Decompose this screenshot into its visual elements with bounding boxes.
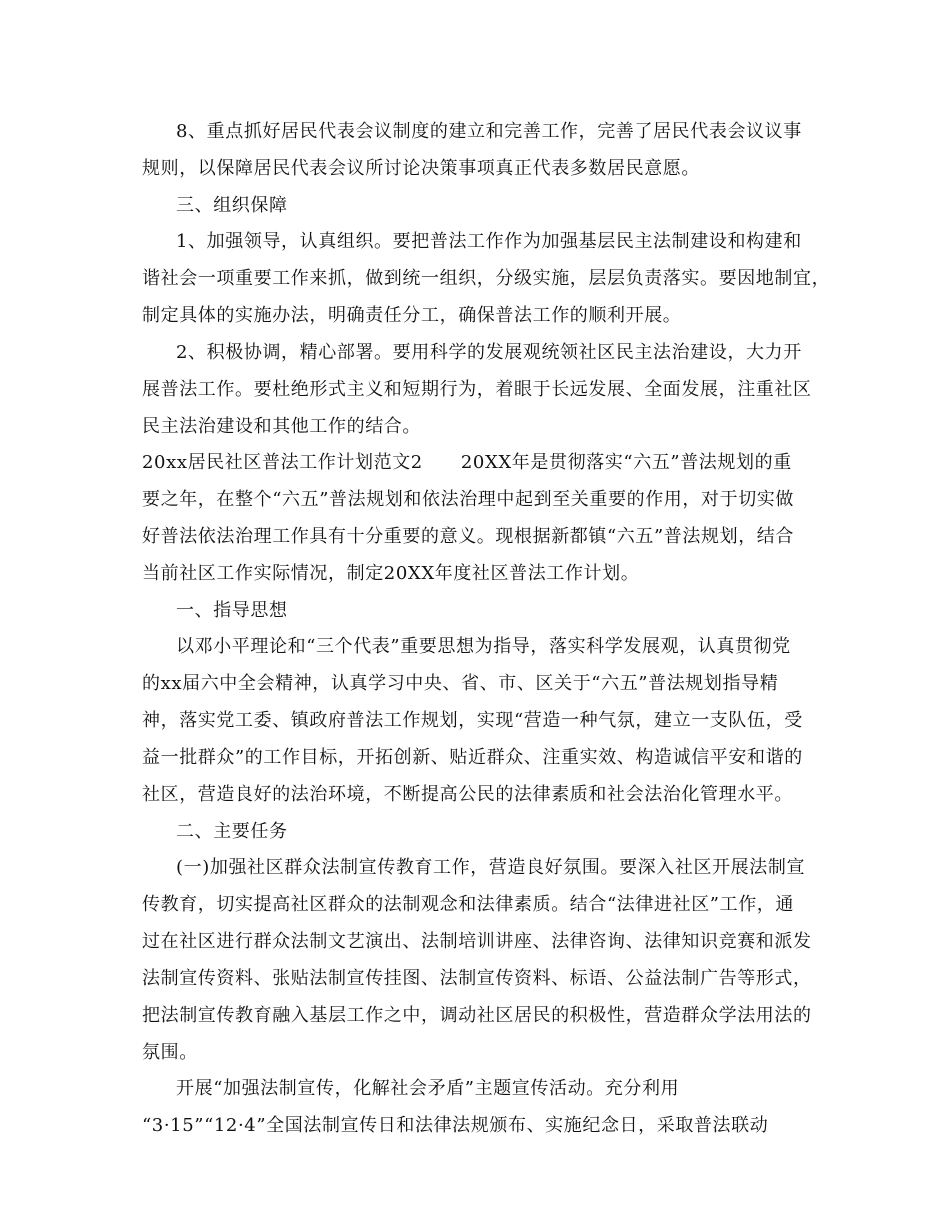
paragraph-line: 把法制宣传教育融入基层工作之中，调动社区居民的积极性，营造群众学法用法的 <box>142 1005 812 1026</box>
paragraph-line: 好普法依法治理工作具有十分重要的意义。现根据新都镇“六五”普法规划，结合 <box>142 526 795 547</box>
paragraph-line: 2、积极协调，精心部署。要用科学的发展观统领社区民主法治建设，大力开 <box>176 342 802 363</box>
paragraph-line: 以邓小平理论和“三个代表”重要思想为指导，落实科学发展观，认真贯彻党 <box>176 636 791 657</box>
paragraph-line: 展普法工作。要杜绝形式主义和短期行为，着眼于长远发展、全面发展，注重社区 <box>142 379 812 400</box>
paragraph-line: 8、重点抓好居民代表会议制度的建立和完善工作，完善了居民代表会议议事 <box>176 121 802 142</box>
paragraph-line: 谐社会一项重要工作来抓，做到统一组织，分级实施，层层负责落实。要因地制宜， <box>142 268 831 289</box>
paragraph-line: 传教育，切实提高社区群众的法制观念和法律素质。结合“法律进社区”工作，通 <box>142 894 795 915</box>
paragraph-line: 民主法治建设和其他工作的结合。 <box>142 416 421 437</box>
title-line <box>142 452 822 474</box>
paragraph-line: 当前社区工作实际情况，制定20XX年度社区普法工作计划。 <box>142 563 640 584</box>
paragraph-line: 社区，营造良好的法治环境，不断提高公民的法律素质和社会法治化管理水平。 <box>142 784 793 805</box>
paragraph-line: 要之年，在整个“六五”普法规划和依法治理中起到至关重要的作用，对于切实做 <box>142 489 795 510</box>
paragraph-line: 1、加强领导，认真组织。要把普法工作作为加强基层民主法制建设和构建和 <box>176 231 802 252</box>
paragraph-line: 氛围。 <box>142 1042 198 1063</box>
paragraph-line: 法制宣传资料、张贴法制宣传挂图、法制宣传资料、标语、公益法制广告等形式， <box>142 968 812 989</box>
paragraph-line: 规则，以保障居民代表会议所讨论决策事项真正代表多数居民意愿。 <box>142 158 700 179</box>
paragraph-line: “3·15”“12·4”全国法制宣传日和法律法规颁布、实施纪念日，采取普法联动 <box>142 1115 769 1136</box>
section-heading: 一、指导思想 <box>176 600 288 621</box>
paragraph-line: 的xx届六中全会精神，认真学习中央、省、市、区关于“六五”普法规划指导精 <box>142 673 779 694</box>
paragraph-line: (一)加强社区群众法制宣传教育工作，营造良好氛围。要深入社区开展法制宣 <box>176 857 806 878</box>
paragraph-line: 制定具体的实施办法，明确责任分工，确保普法工作的顺利开展。 <box>142 305 682 326</box>
paragraph-line: 益一批群众”的工作目标，开拓创新、贴近群众、注重实效、构造诚信平安和谐的 <box>142 747 803 768</box>
section-heading: 三、组织保障 <box>176 195 288 216</box>
paragraph-start: 20XX年是贯彻落实“六五”普法规划的重 <box>460 452 792 473</box>
paragraph-line: 开展“加强法制宣传，化解社会矛盾”主题宣传活动。充分利用 <box>176 1078 680 1099</box>
paragraph-line: 过在社区进行群众法制文艺演出、法制培训讲座、法律咨询、法律知识竞赛和派发 <box>142 931 812 952</box>
document-title: 20xx居民社区普法工作计划范文2 <box>142 452 423 473</box>
paragraph-line: 神，落实党工委、镇政府普法工作规划，实现“营造一种气氛，建立一支队伍，受 <box>142 710 803 731</box>
section-heading: 二、主要任务 <box>176 821 288 842</box>
